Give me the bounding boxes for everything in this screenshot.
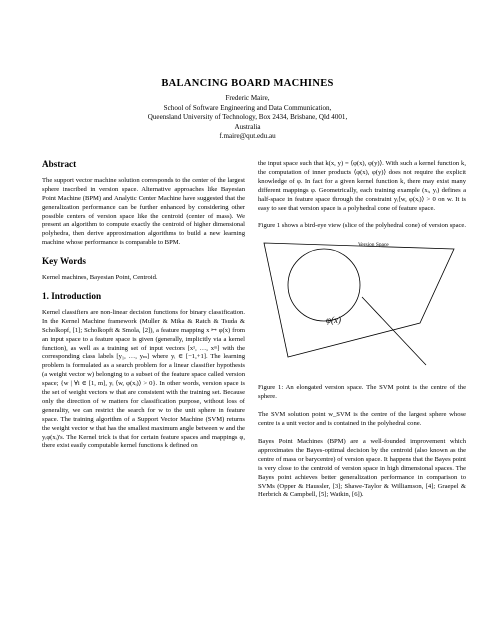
figure-version-space (258, 235, 466, 380)
author-address: Queensland University of Technology, Box 2434, Brisbane, Qld 4001, (147, 113, 348, 122)
bpm-paragraph: Bayes Point Machines (BPM) are a well-founded improvement which approximates the Bayes-optimal decision by the centroid (also known as the centre of mass or barycentre) of version space. It happens that the Bayes point is very close to the centroid of version space in high dimensional spaces. The Bayes point achieves better generalization performance in comparison to SVMs (Opper & Haussler, [3]; Shawe-Taylor & Williamson, [4]; Graepel & Herbrich & Campbell, [5]; Watkin, [6]). (258, 437, 466, 499)
author-block (60, 94, 435, 142)
left-column (42, 160, 245, 451)
paper-title: BALANCING BOARD MACHINES (161, 78, 334, 89)
version-space-polygon (264, 243, 454, 357)
introduction-heading: 1. Introduction (42, 290, 102, 301)
svm-solution-paragraph: The SVM solution point w_SVM is the centre of the largest sphere whose centre is a unit vector and is contained in the polyhedral cone. (258, 411, 466, 428)
version-space-label: Version Space (358, 242, 389, 249)
kernel-paragraph: the input space such that k(x, y) = ⟨φ(x), φ(y)⟩. With such a kernel function k, the computation of inner products ⟨φ(x), φ(y)⟩ does not require the explicit knowledge of φ. In fact for a given kernel function k, there may exist many different mappings φ. Geometrically, each training example (xᵢ, yᵢ) defines a half-space in feature space through the constraint yᵢ⟨w, φ(xᵢ)⟩ > 0 on w. It is easy to see that version space is a polyhedral cone of feature space. (258, 160, 466, 212)
keywords-text: Kernel machines, Bayesian Point, Centroid. (42, 274, 158, 282)
constraint-line (362, 297, 426, 365)
keywords-heading: Key Words (42, 256, 86, 267)
author-country: Australia (234, 122, 261, 131)
abstract-heading: Abstract (42, 159, 77, 169)
introduction-paragraph: Kernel classifiers are non-linear decision functions for binary classification. In the Kernel Machine framework (Muller & Mika & Ratch & Tsuda & Scholkopf, [1]; Scholkopft & Smola, [2]), a feature mapping x ↦ φ(x) from an input space to a feature space is given (generally, implicitly via a kernel function), as well as a training set of input vectors [x¹, …, xᵐ] with the corresponding class labels [y₁, …, yₘ] where yᵢ ∈ [−1,+1]. The learning problem is formulated as a search problem for a linear classifier hypothesis (a weight vector w) belonging to a subset of the feature space called version space; {w | ∀i ∈ [1, m], yᵢ ⟨w, φ(xᵢ)⟩ > 0}. In other words, version space is the set of weight vectors w that are consistent with the training set. Because only the direction of w matters for classification purpose, without loss of generality, we can restrict the search for w to the unit sphere in feature space. The training algorithm of a Support Vector Machine (SVM) returns the weight vector w that has the smallest maximum angle between w and the yᵢφ(xᵢ)'s. The Kernel trick is that for certain feature spaces and mappings φ, there exist easily computable kernel functions k defined on (42, 308, 245, 450)
author-name: Frederic Maire, (225, 94, 270, 102)
svm-sphere (288, 249, 360, 321)
version-space-diagram (258, 235, 466, 380)
figure-reference-paragraph: Figure 1 shows a bird-eye view (slice of the polyhedral cone) of version space. (258, 222, 467, 230)
author-affiliation: School of Software Engineering and Data Communication, (163, 103, 332, 112)
abstract-text: The support vector machine solution corresponds to the center of the largest sphere inscribed in version space. Alternative approaches like Bayesian Point Machine (BPM) and Analytic Center Machine have suggested that the generalization performance can be further enhanced by considering other possible centers of version space like the centroid (center of mass). We present an algorithm to compute exactly the centroid of higher dimensional polyhedra, then derive approximation algorithms to build a new learning machine whose performance is comparable to BPM. (42, 176, 245, 247)
right-column (258, 160, 466, 500)
author-email: f.maire@qut.edu.au (219, 132, 276, 141)
phi-x-label: φ(x) (326, 315, 341, 326)
figure-caption: Figure 1: An elongated version space. The SVM point is the centre of the sphere. (258, 384, 466, 401)
